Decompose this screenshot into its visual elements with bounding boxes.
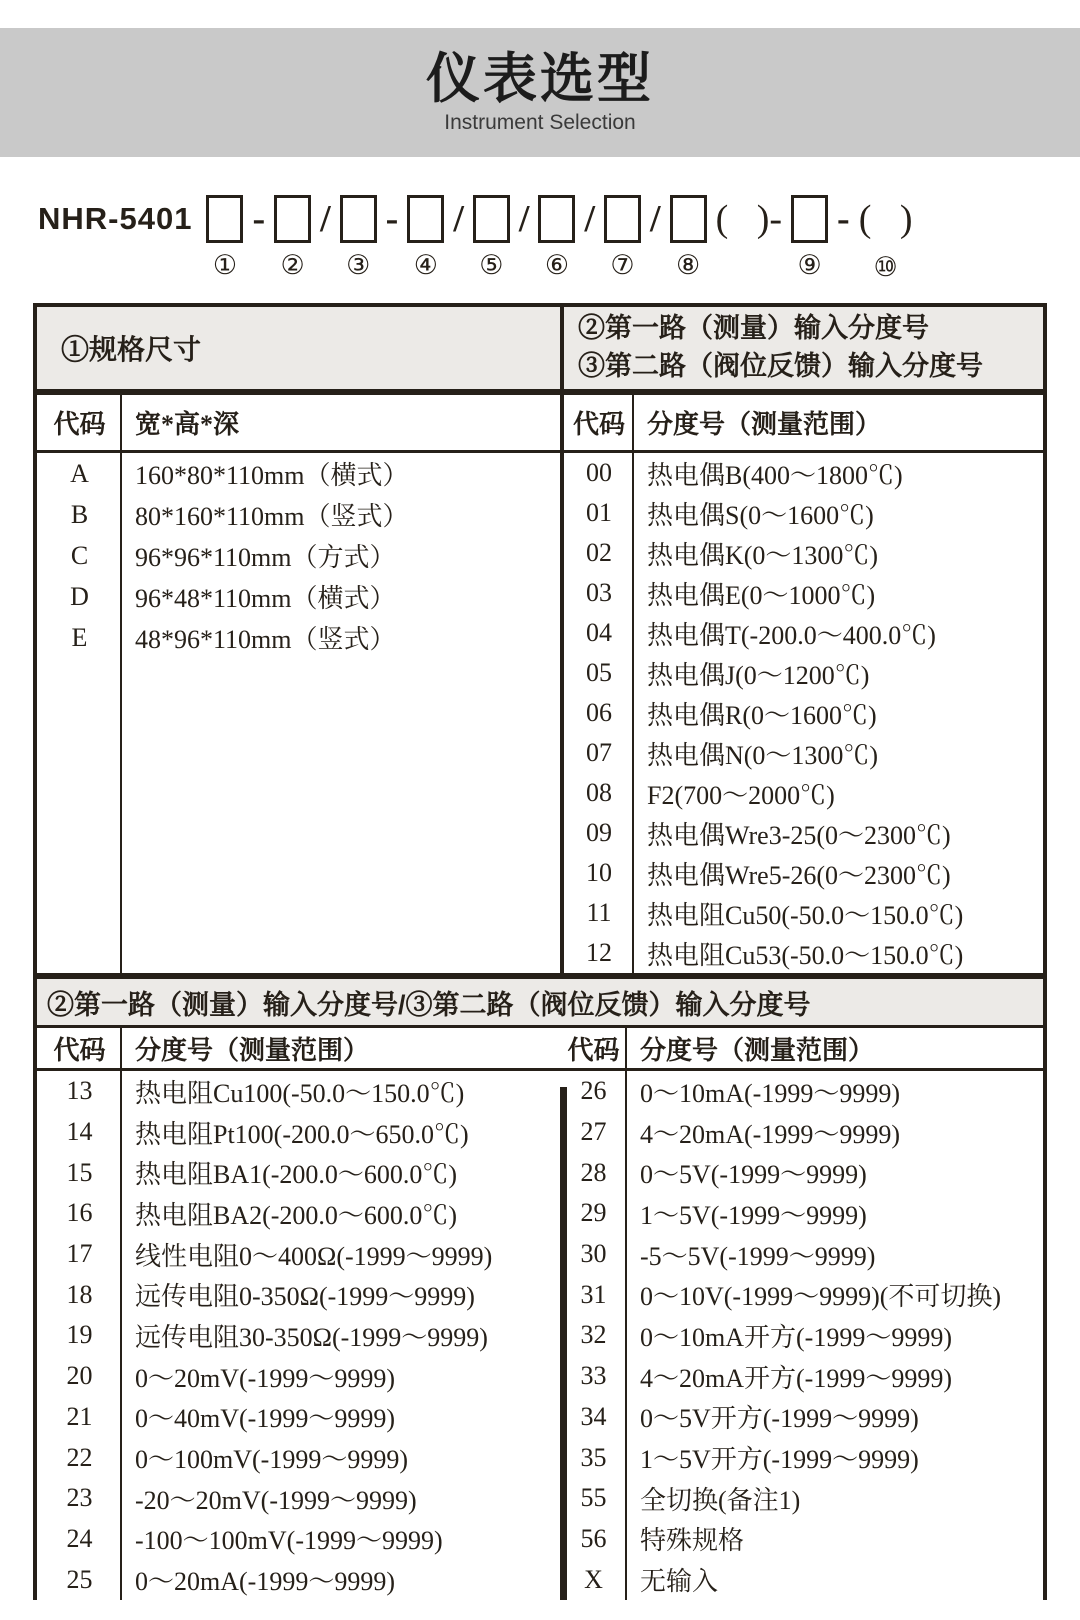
- model-code-token: [340, 193, 377, 283]
- code-cell: 24: [66, 1523, 93, 1553]
- desc-cell: 热电偶K(0～1300℃): [647, 540, 879, 570]
- division-column-header: 分度号（测量范围）: [640, 1035, 875, 1065]
- code-cell: 10: [586, 858, 612, 887]
- input-division-header: [560, 307, 1043, 389]
- desc-cell: 0～10mA(-1999～9999): [640, 1078, 900, 1108]
- position-number: ⑨: [797, 250, 822, 280]
- table-row: [560, 1152, 1043, 1193]
- table-row: [560, 1397, 1043, 1438]
- desc-cell: 特殊规格: [640, 1526, 745, 1556]
- model-code-token: [407, 193, 444, 283]
- input-division-header-line2: ③第二路（阀位反馈）输入分度号: [578, 351, 983, 381]
- table-row: [564, 813, 1043, 853]
- model-code-token: [650, 193, 661, 283]
- spec-size-rows: [37, 453, 560, 973]
- desc-cell: 热电偶N(0～1300℃): [647, 740, 879, 770]
- table-row: [37, 1071, 560, 1112]
- code-cell: 55: [580, 1483, 607, 1513]
- table-row: [560, 1356, 1043, 1397]
- desc-cell: 线性电阻0～400Ω(-1999～9999): [135, 1241, 493, 1271]
- model-code-token: [837, 193, 850, 283]
- bottom-right-subheader: [560, 1028, 1043, 1068]
- table-row: [564, 853, 1043, 893]
- top-left-subheader: [37, 395, 560, 450]
- model-prefix: NHR-5401: [38, 201, 193, 236]
- desc-cell: 1～5V开方(-1999～9999): [640, 1445, 919, 1475]
- desc-cell: -100～100mV(-1999～9999): [135, 1526, 443, 1556]
- code-cell: 32: [580, 1320, 607, 1350]
- code-column-header: 代码: [53, 410, 106, 439]
- model-code-token: [453, 193, 464, 283]
- table-row: [564, 733, 1043, 773]
- model-code-token: [473, 193, 510, 283]
- code-cell: 28: [580, 1157, 607, 1187]
- model-code-token: [791, 193, 828, 283]
- desc-cell: 48*96*110mm（竖式）: [135, 625, 396, 654]
- model-code-box: [473, 195, 510, 243]
- desc-cell: 无输入: [640, 1567, 719, 1597]
- division-column-header: 分度号（测量范围）: [647, 410, 882, 439]
- position-number: ⑦: [610, 250, 635, 280]
- table-row: [560, 1315, 1043, 1356]
- desc-cell: 热电偶J(0～1200℃): [647, 660, 870, 690]
- table-row: [564, 653, 1043, 693]
- code-cell: 03: [586, 578, 612, 607]
- division-rows-00-12: [560, 453, 1043, 973]
- model-code-tokens: [206, 193, 912, 283]
- desc-cell: 远传电阻0-350Ω(-1999～9999): [135, 1282, 475, 1312]
- desc-cell: 0～5V(-1999～9999): [640, 1160, 867, 1190]
- table-row: [564, 693, 1043, 733]
- code-cell: B: [70, 499, 89, 529]
- model-code-box: [340, 195, 377, 243]
- table-row: [37, 1112, 560, 1153]
- code-cell: 08: [586, 778, 612, 807]
- model-code-token: [274, 193, 311, 283]
- model-separator: ( )-: [715, 198, 783, 240]
- table-row: [37, 1315, 560, 1356]
- table-row: [37, 1437, 560, 1478]
- desc-cell: 0～20mV(-1999～9999): [135, 1363, 395, 1393]
- desc-cell: 热电偶T(-200.0～400.0℃): [647, 620, 936, 650]
- model-separator: /: [320, 198, 331, 240]
- top-table-header-row: [37, 307, 1043, 395]
- code-cell: 19: [66, 1320, 93, 1350]
- code-cell: A: [70, 458, 89, 488]
- division-rows-26-X: [560, 1071, 1043, 1600]
- table-row: [564, 533, 1043, 573]
- desc-cell: 热电偶E(0～1000℃): [647, 580, 876, 610]
- model-separator: ( ): [858, 198, 913, 240]
- desc-cell: -5～5V(-1999～9999): [640, 1241, 876, 1271]
- table-row: [37, 1152, 560, 1193]
- model-separator: /: [453, 198, 464, 240]
- model-code-box: [670, 195, 707, 243]
- code-cell: 29: [580, 1198, 607, 1228]
- desc-cell: -20～20mV(-1999～9999): [135, 1485, 417, 1515]
- bottom-table-subheader: [37, 1028, 1043, 1071]
- desc-cell: 热电偶Wre3-25(0～2300℃): [647, 820, 951, 850]
- desc-cell: 0～10V(-1999～9999)(不可切换): [640, 1282, 1002, 1312]
- table-row: [564, 893, 1043, 933]
- model-separator: /: [584, 198, 596, 240]
- code-cell: 33: [580, 1361, 607, 1391]
- desc-cell: 热电阻Pt100(-200.0～650.0℃): [135, 1119, 469, 1149]
- code-cell: 27: [580, 1117, 607, 1147]
- spec-size-header: ①规格尺寸: [61, 334, 202, 365]
- model-code-box: [538, 195, 575, 243]
- table-row: [564, 613, 1043, 653]
- desc-cell: 4～20mA(-1999～9999): [640, 1119, 900, 1149]
- code-cell: 20: [66, 1361, 93, 1391]
- table-row: [560, 1519, 1043, 1560]
- division-column-header: 分度号（测量范围）: [135, 1035, 370, 1065]
- desc-cell: 远传电阻30-350Ω(-1999～9999): [135, 1322, 488, 1352]
- code-cell: 05: [586, 658, 612, 687]
- model-code-token: [584, 193, 595, 283]
- code-cell: 01: [586, 498, 612, 527]
- table-row: [37, 1234, 560, 1275]
- model-code-box: [274, 195, 311, 243]
- code-cell: 07: [586, 738, 612, 767]
- table-row: [564, 453, 1043, 493]
- desc-cell: 热电阻Cu53(-50.0～150.0℃): [647, 940, 964, 970]
- table-row: [37, 1274, 560, 1315]
- table-row: [37, 1193, 560, 1234]
- bottom-table-body: [37, 1071, 1043, 1600]
- code-column-header: 代码: [572, 410, 625, 439]
- code-column-header: 代码: [53, 1035, 106, 1065]
- code-cell: 09: [586, 818, 612, 847]
- page-title: 仪表选型: [426, 48, 654, 109]
- selection-table: [33, 303, 1047, 1600]
- code-cell: E: [71, 622, 88, 652]
- code-column-header: 代码: [567, 1035, 620, 1065]
- code-cell: 14: [66, 1117, 93, 1147]
- desc-cell: 0～10mA开方(-1999～9999): [640, 1322, 952, 1352]
- model-code-token: [538, 193, 575, 283]
- top-table-body: [37, 453, 1043, 973]
- table-row: [37, 1356, 560, 1397]
- page-banner: [0, 28, 1080, 157]
- table-row: [37, 1559, 560, 1600]
- table-row: [37, 1397, 560, 1438]
- model-code-box: [604, 195, 641, 243]
- desc-cell: F2(700～2000℃): [647, 780, 835, 810]
- size-column-header: 宽*高*深: [135, 410, 240, 439]
- top-table-subheader: [37, 395, 1043, 453]
- table-row: [560, 1274, 1043, 1315]
- model-code-token: [252, 193, 265, 283]
- desc-cell: 热电阻Cu50(-50.0～150.0℃): [647, 900, 964, 930]
- desc-cell: 0～100mV(-1999～9999): [135, 1445, 408, 1475]
- code-cell: 17: [66, 1239, 93, 1269]
- code-cell: 31: [580, 1279, 607, 1309]
- code-cell: 26: [580, 1076, 607, 1106]
- desc-cell: 全切换(备注1): [640, 1485, 801, 1515]
- desc-cell: 热电偶Wre5-26(0～2300℃): [647, 860, 951, 890]
- table-row: [560, 1437, 1043, 1478]
- code-cell: 22: [66, 1442, 93, 1472]
- code-cell: 25: [66, 1564, 93, 1594]
- desc-cell: 160*80*110mm（横式）: [135, 461, 409, 490]
- desc-cell: 热电阻BA2(-200.0～600.0℃): [135, 1200, 458, 1230]
- table-row: [560, 1112, 1043, 1153]
- desc-cell: 热电偶R(0～1600℃): [647, 700, 877, 730]
- code-cell: 00: [586, 458, 612, 487]
- desc-cell: 1～5V(-1999～9999): [640, 1200, 867, 1230]
- position-number: ⑤: [479, 250, 504, 280]
- table-row: [564, 573, 1043, 613]
- code-cell: 30: [580, 1239, 607, 1269]
- table-row: [37, 576, 560, 617]
- table-row: [37, 494, 560, 535]
- code-cell: 23: [66, 1483, 93, 1513]
- desc-cell: 0～20mA(-1999～9999): [135, 1567, 395, 1597]
- code-cell: 35: [580, 1442, 607, 1472]
- desc-cell: 热电偶S(0～1600℃): [647, 500, 874, 530]
- desc-cell: 96*48*110mm（横式）: [135, 584, 396, 613]
- table-row: [560, 1071, 1043, 1112]
- model-separator: /: [650, 198, 661, 240]
- code-cell: 04: [586, 618, 612, 647]
- desc-cell: 热电阻Cu100(-50.0～150.0℃): [135, 1078, 465, 1108]
- code-cell: 02: [586, 538, 612, 567]
- model-code-token: [859, 193, 913, 283]
- model-separator: -: [385, 198, 399, 240]
- code-cell: D: [70, 581, 89, 611]
- position-number: ⑩: [873, 252, 898, 282]
- model-code-token: [206, 193, 243, 283]
- code-cell: X: [584, 1564, 603, 1594]
- position-number: ⑧: [675, 250, 701, 280]
- table-row: [560, 1559, 1043, 1600]
- table-row: [37, 1478, 560, 1519]
- model-separator: -: [252, 198, 266, 240]
- bottom-table-header: ②第一路（测量）输入分度号/③第二路（阀位反馈）输入分度号: [37, 973, 1043, 1028]
- code-cell: 12: [586, 938, 612, 967]
- code-cell: 18: [66, 1279, 93, 1309]
- code-cell: 34: [580, 1401, 607, 1431]
- code-cell: 56: [580, 1523, 607, 1553]
- code-cell: 15: [66, 1157, 93, 1187]
- table-row: [564, 773, 1043, 813]
- model-separator: /: [518, 198, 530, 240]
- code-cell: 11: [586, 898, 612, 927]
- model-code-token: [386, 193, 399, 283]
- position-number: ⑥: [544, 250, 570, 280]
- code-cell: C: [70, 540, 89, 570]
- table-row: [37, 453, 560, 494]
- desc-cell: 热电偶B(400～1800℃): [647, 460, 903, 490]
- top-right-subheader: [560, 395, 1043, 450]
- model-code-box: [791, 195, 828, 243]
- model-separator: -: [837, 198, 850, 240]
- division-rows-13-25: [37, 1071, 560, 1600]
- position-number: ②: [280, 250, 305, 280]
- position-number: ④: [413, 250, 438, 280]
- table-row: [37, 1519, 560, 1560]
- desc-cell: 0～40mV(-1999～9999): [135, 1404, 395, 1434]
- code-cell: 16: [66, 1198, 93, 1228]
- position-number: ①: [212, 250, 238, 280]
- model-code-token: [716, 193, 782, 283]
- desc-cell: 0～5V开方(-1999～9999): [640, 1404, 919, 1434]
- position-number: ③: [346, 250, 371, 280]
- table-row: [564, 493, 1043, 533]
- model-code-box: [206, 195, 243, 243]
- desc-cell: 80*160*110mm（竖式）: [135, 502, 409, 531]
- model-code-line: [38, 193, 1080, 283]
- page-subtitle: Instrument Selection: [444, 111, 636, 135]
- code-cell: 06: [586, 698, 612, 727]
- table-row: [560, 1478, 1043, 1519]
- model-code-token: [519, 193, 530, 283]
- code-cell: 21: [66, 1401, 93, 1431]
- table-row: [560, 1234, 1043, 1275]
- code-cell: 13: [66, 1076, 93, 1106]
- model-code-token: [320, 193, 331, 283]
- input-division-header-line1: ②第一路（测量）输入分度号: [578, 313, 929, 344]
- desc-cell: 热电阻BA1(-200.0～600.0℃): [135, 1160, 458, 1190]
- model-code-token: [604, 193, 641, 283]
- table-row: [560, 1193, 1043, 1234]
- table-row: [564, 933, 1043, 973]
- bottom-left-subheader: [37, 1028, 560, 1068]
- model-code-box: [407, 195, 444, 243]
- instrument-selection-page: [0, 28, 1080, 1600]
- table-row: [37, 617, 560, 658]
- desc-cell: 96*96*110mm（方式）: [135, 543, 396, 572]
- model-code-token: [670, 193, 707, 283]
- table-row: [37, 535, 560, 576]
- desc-cell: 4～20mA开方(-1999～9999): [640, 1363, 952, 1393]
